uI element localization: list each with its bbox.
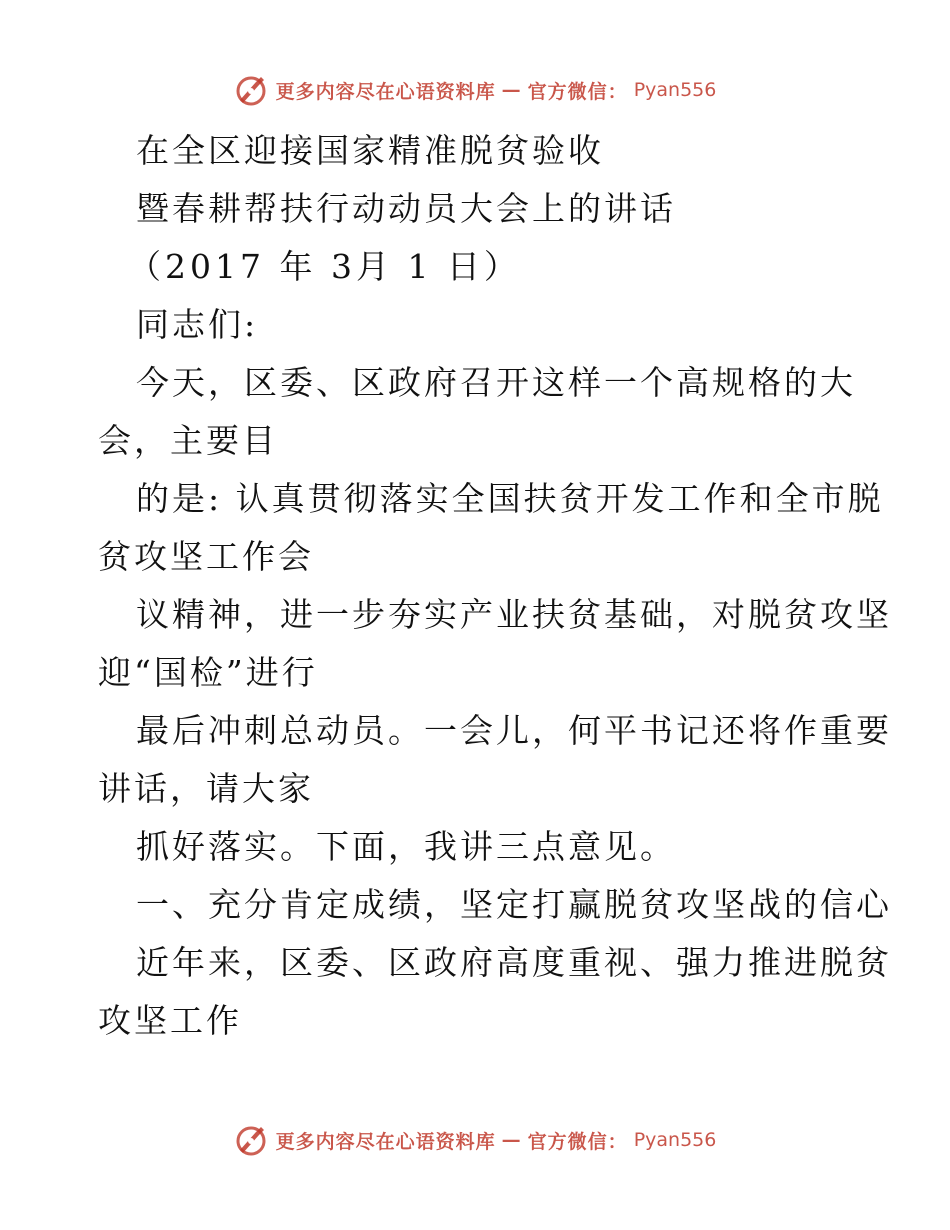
paragraph-line: 今天，区委、区政府召开这样一个高规格的大 bbox=[136, 363, 856, 402]
paragraph-line: 讲话，请大家 bbox=[98, 769, 314, 808]
paragraph-line: 攻坚工作 bbox=[98, 1001, 242, 1040]
paragraph-line: 贫攻坚工作会 bbox=[98, 537, 314, 576]
document-title-line-1: 在全区迎接国家精准脱贫验收 bbox=[136, 131, 604, 170]
paragraph-line: 一、充分肯定成绩，坚定打赢脱贫攻坚战的信心 bbox=[136, 885, 892, 924]
watermark-contact-id: Pyan556 bbox=[633, 1129, 717, 1151]
watermark-contact-label: 官方微信： bbox=[527, 1130, 628, 1153]
watermark-contact-label: 官方微信： bbox=[527, 80, 628, 103]
paragraph-line: 议精神，进一步夯实产业扶贫基础，对脱贫攻坚 bbox=[136, 595, 892, 634]
paragraph-line: 最后冲刺总动员。一会儿，何平书记还将作重要 bbox=[136, 711, 892, 750]
paragraph-line: 迎“国检”进行 bbox=[98, 653, 318, 692]
watermark-contact-id: Pyan556 bbox=[633, 79, 717, 101]
watermark-site-text: 更多内容尽在心语资料库 bbox=[275, 80, 496, 103]
footer-watermark bbox=[0, 1120, 950, 1160]
pen-logo-icon bbox=[234, 1122, 270, 1158]
watermark-separator: — bbox=[501, 1129, 522, 1151]
document-date: （2017 年 3月 1 日） bbox=[128, 247, 521, 286]
pen-logo-icon bbox=[234, 72, 270, 108]
document-title-line-2: 暨春耕帮扶行动动员大会上的讲话 bbox=[136, 189, 676, 228]
header-watermark bbox=[0, 70, 950, 110]
watermark-separator: — bbox=[501, 79, 522, 101]
paragraph-line: 的是: 认真贯彻落实全国扶贫开发工作和全市脱 bbox=[136, 479, 884, 518]
paragraph-line: 抓好落实。下面，我讲三点意见。 bbox=[136, 827, 676, 866]
document-paragraphs bbox=[98, 354, 892, 1050]
watermark-site-text: 更多内容尽在心语资料库 bbox=[275, 1130, 496, 1153]
paragraph-line: 近年来，区委、区政府高度重视、强力推进脱贫 bbox=[136, 943, 892, 982]
paragraph-line: 会，主要目 bbox=[98, 421, 278, 460]
document-salutation: 同志们: bbox=[136, 305, 259, 344]
document-body bbox=[98, 122, 892, 1050]
